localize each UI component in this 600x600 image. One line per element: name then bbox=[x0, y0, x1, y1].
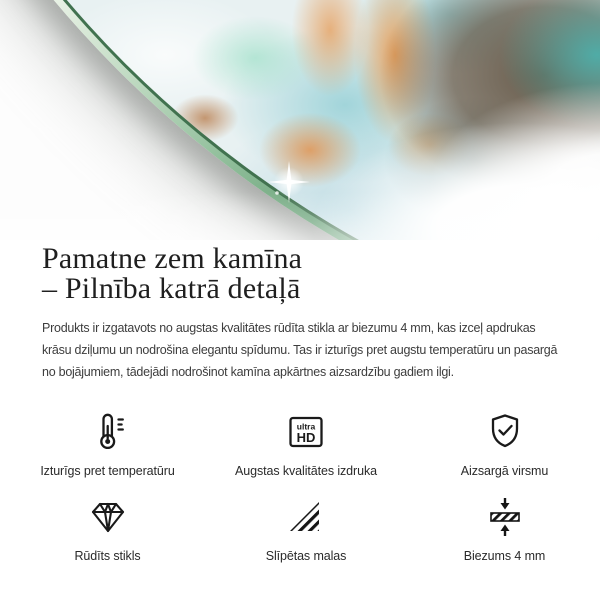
product-info-section bbox=[0, 244, 600, 563]
shield-check-icon bbox=[483, 410, 527, 454]
feature-bevelled-edges bbox=[195, 492, 417, 563]
description-line: no bojājumiem, tādejādi nodrošinot kamīna apkārtnes aizsardzību gadiem ilgi. bbox=[42, 365, 454, 379]
feature-protects-surface bbox=[417, 407, 592, 478]
feature-temperature-resistant bbox=[20, 407, 195, 478]
feature-label: Slīpētas malas bbox=[265, 549, 347, 563]
sparkle-icon bbox=[265, 158, 313, 206]
description-line: krāsu dziļumu un nodrošina elegantu spīdumu. Tas ir izturīgs pret augstu temperatūru un pasargā bbox=[42, 343, 558, 357]
thermometer-icon bbox=[86, 410, 130, 454]
feature-thickness-4mm bbox=[417, 492, 592, 563]
feature-label: Biezums 4 mm bbox=[463, 549, 546, 563]
diamond-icon bbox=[86, 495, 130, 539]
page-title-line1: Pamatne zem kamīna bbox=[42, 242, 303, 275]
svg-text:HD: HD bbox=[296, 430, 316, 445]
feature-label: Rūdīts stikls bbox=[74, 549, 141, 563]
feature-label: Aizsargā virsmu bbox=[460, 464, 549, 478]
page-title bbox=[42, 244, 600, 304]
svg-text:ultra: ultra bbox=[296, 421, 316, 432]
thickness-compress-icon bbox=[483, 495, 527, 539]
features-grid bbox=[20, 407, 600, 563]
feature-ultra-hd-print bbox=[195, 407, 417, 478]
ultra-hd-icon bbox=[284, 410, 328, 454]
description-line: Produkts ir izgatavots no augstas kvalitātes rūdīta stikla ar biezumu 4 mm, kas izceļ apdrukas bbox=[42, 321, 536, 335]
product-description bbox=[42, 317, 600, 383]
page-title-line2: – Pilnība katrā detaļā bbox=[42, 272, 301, 305]
feature-label: Augstas kvalitātes izdruka bbox=[235, 464, 377, 478]
feature-label: Izturīgs pret temperatūru bbox=[40, 464, 175, 478]
feature-tempered-glass bbox=[20, 492, 195, 563]
beveled-edges-icon bbox=[284, 495, 328, 539]
product-hero-image bbox=[0, 0, 600, 240]
